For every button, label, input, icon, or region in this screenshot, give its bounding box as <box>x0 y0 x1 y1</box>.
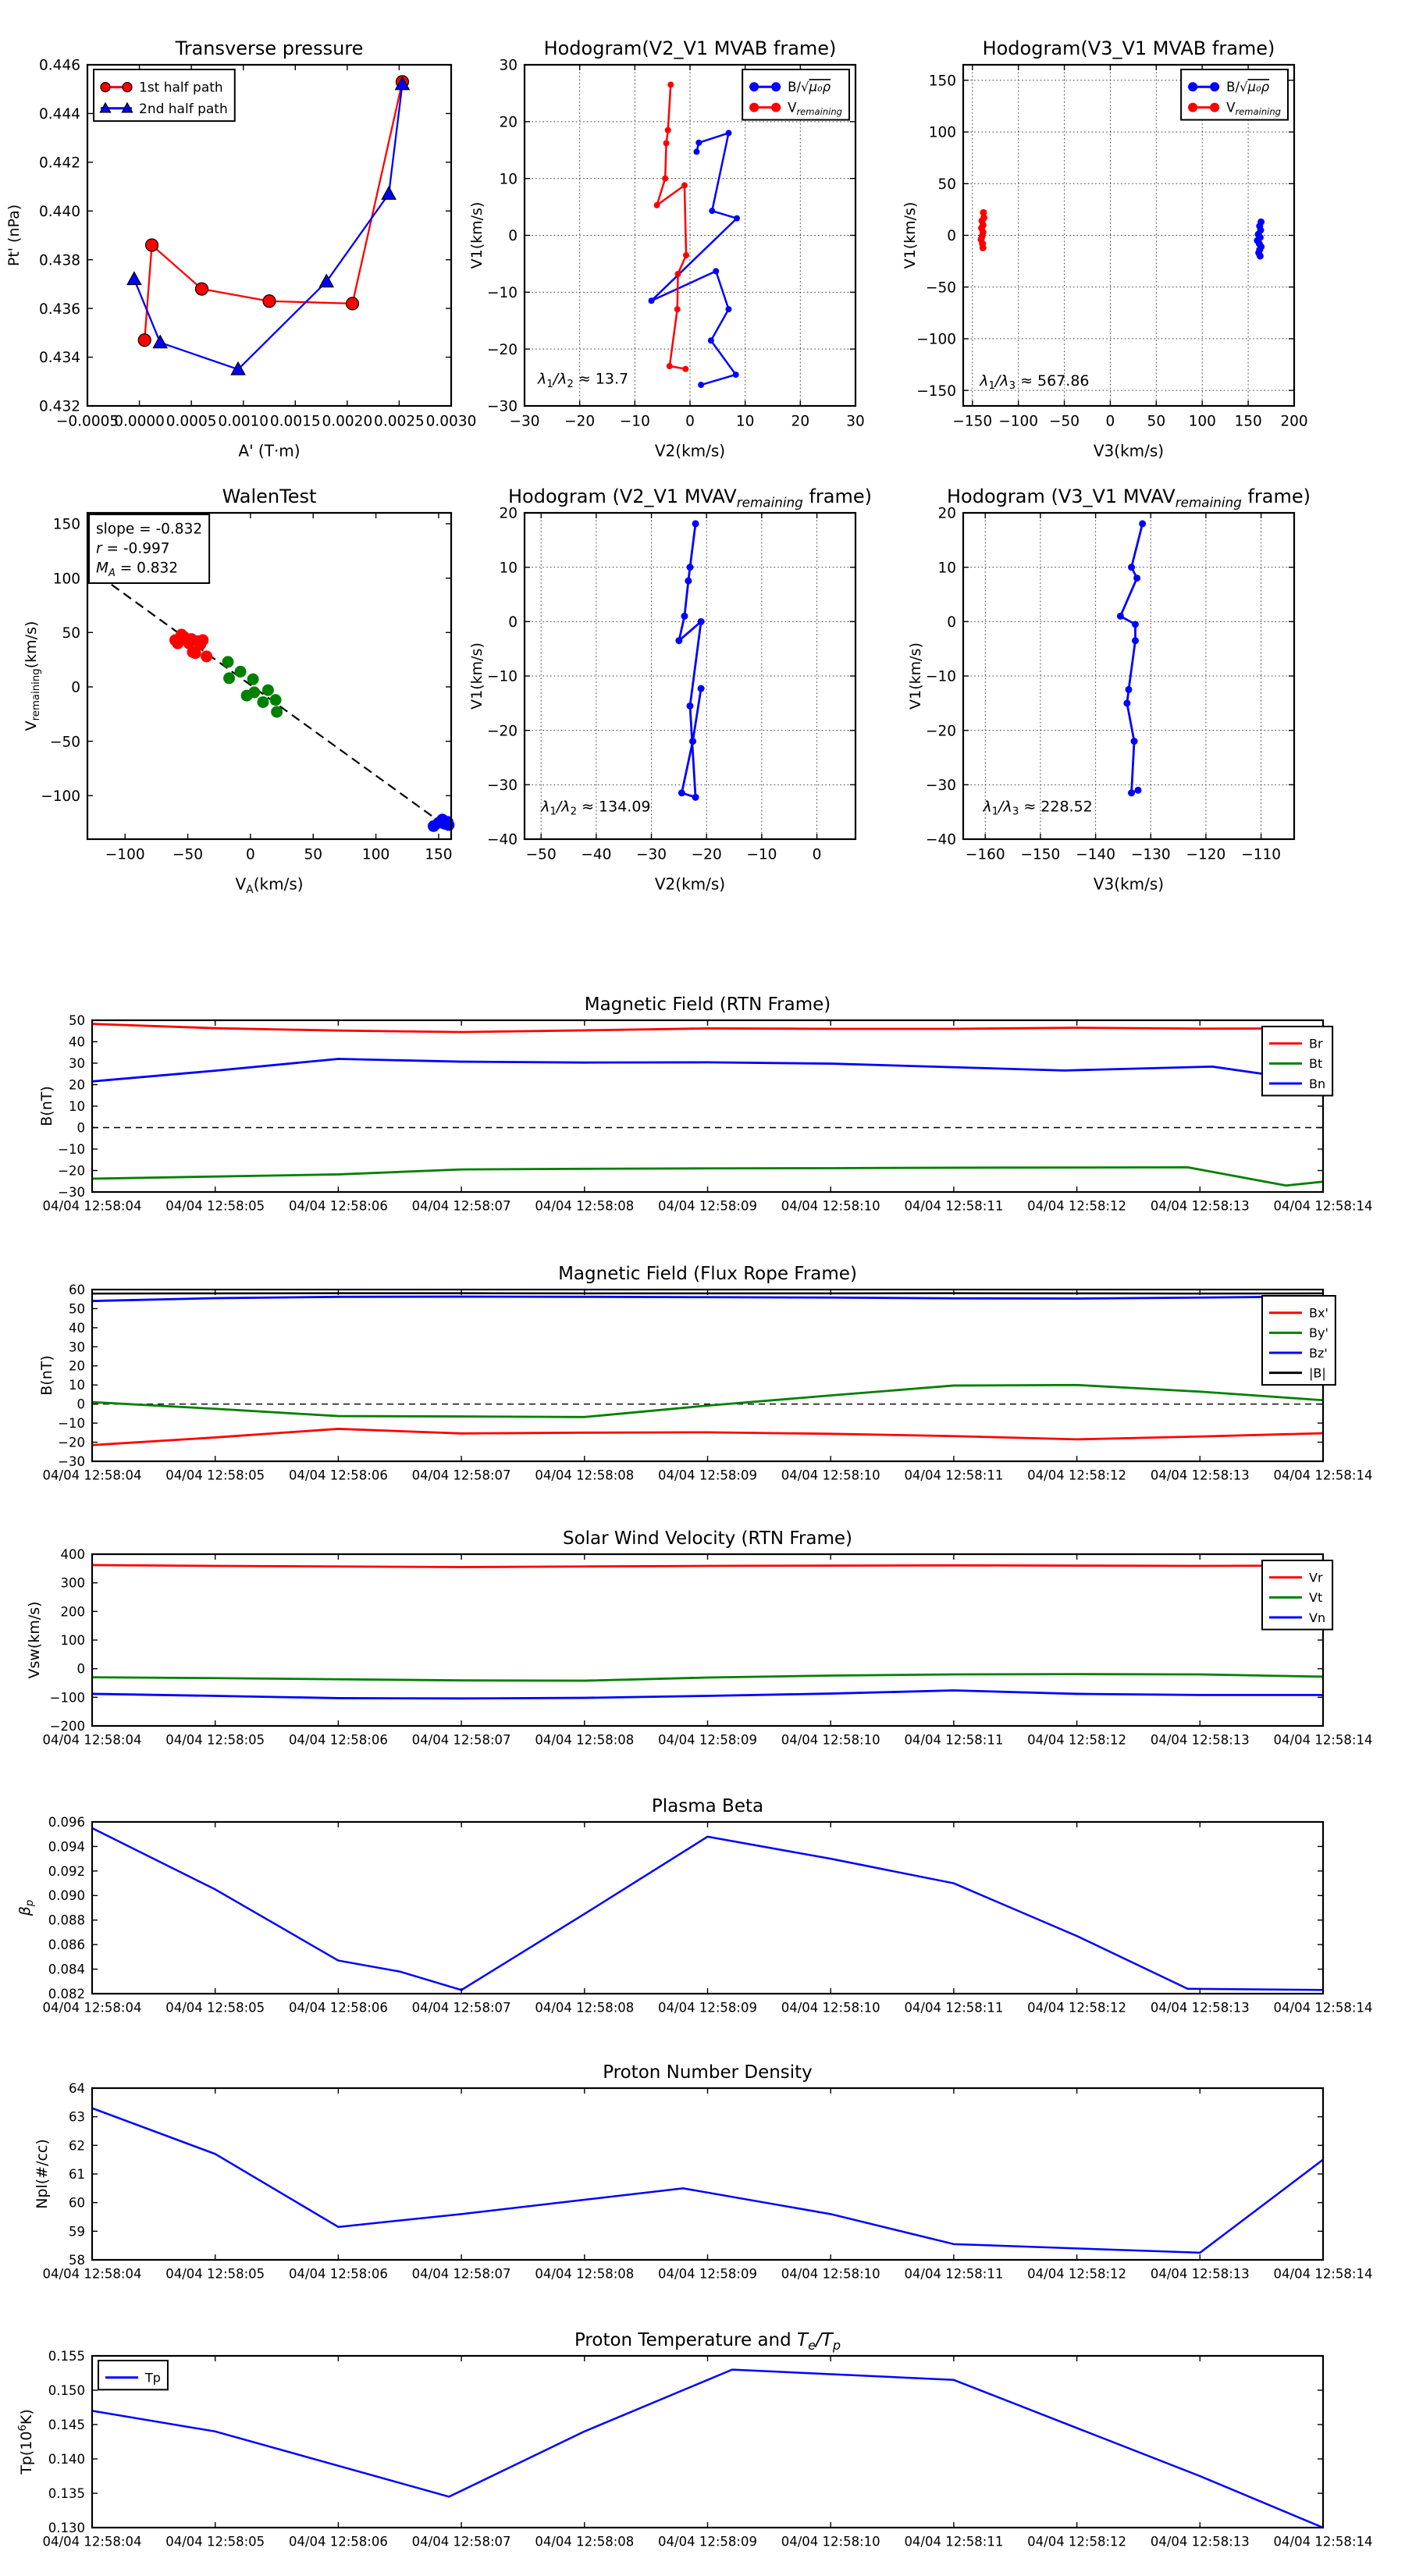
svg-text:04/04 12:58:14: 04/04 12:58:14 <box>1273 1468 1373 1483</box>
svg-text:−20: −20 <box>486 723 518 740</box>
svg-text:0.094: 0.094 <box>48 1839 85 1855</box>
svg-text:MA = 0.832: $M_A = 0.832$ <box>96 560 179 579</box>
svg-text:−10: −10 <box>746 846 777 863</box>
svg-text:04/04 12:58:12: 04/04 12:58:12 <box>1027 1732 1127 1748</box>
svg-text:−20: −20 <box>58 1163 85 1179</box>
svg-text:0.0005: 0.0005 <box>165 413 217 430</box>
svg-text:WalenTest: WalenTest <box>222 486 317 507</box>
svg-text:04/04 12:58:12: 04/04 12:58:12 <box>1027 1198 1127 1214</box>
svg-text:04/04 12:58:04: 04/04 12:58:04 <box>42 1732 142 1748</box>
chart-magnetic-field-flux-rope <box>38 1264 1373 1483</box>
svg-text:−100: −100 <box>916 331 956 348</box>
svg-text:0: 0 <box>71 679 80 696</box>
svg-text:04/04 12:58:05: 04/04 12:58:05 <box>165 2000 265 2016</box>
svg-text:50: 50 <box>1147 413 1166 430</box>
chart-walen-test <box>23 486 453 896</box>
svg-text:04/04 12:58:06: 04/04 12:58:06 <box>288 2266 388 2282</box>
svg-text:04/04 12:58:13: 04/04 12:58:13 <box>1150 2000 1250 2016</box>
svg-text:−30: −30 <box>486 777 518 794</box>
svg-text:63: 63 <box>69 2109 85 2125</box>
svg-text:λ1/λ2 ≈ 13.7: $\lambda_1/\lambda_2 \approx 13.7$ <box>537 370 629 390</box>
svg-text:04/04 12:58:11: 04/04 12:58:11 <box>904 2000 1004 2016</box>
svg-text:30: 30 <box>69 1340 85 1355</box>
svg-text:−100: −100 <box>41 788 80 805</box>
svg-text:−10: −10 <box>58 1141 85 1157</box>
svg-text:−50: −50 <box>525 846 557 863</box>
svg-text:Vn: Vn <box>1309 1610 1326 1625</box>
svg-text:0.0020: 0.0020 <box>322 413 373 430</box>
svg-text:−20: −20 <box>925 723 956 740</box>
svg-text:60: 60 <box>69 2195 85 2211</box>
svg-text:04/04 12:58:12: 04/04 12:58:12 <box>1027 2534 1127 2549</box>
svg-text:04/04 12:58:13: 04/04 12:58:13 <box>1150 1732 1250 1748</box>
svg-text:04/04 12:58:11: 04/04 12:58:11 <box>904 2534 1004 2549</box>
svg-text:Plasma Beta: Plasma Beta <box>651 1796 764 1816</box>
svg-text:V3(km/s): V3(km/s) <box>1093 874 1165 894</box>
svg-text:Transverse pressure: Transverse pressure <box>175 37 364 59</box>
svg-text:04/04 12:58:08: 04/04 12:58:08 <box>535 2534 635 2549</box>
svg-text:20: 20 <box>69 1358 85 1374</box>
svg-text:Pt' (nPa): Pt' (nPa) <box>5 204 23 267</box>
svg-text:04/04 12:58:10: 04/04 12:58:10 <box>781 1732 880 1748</box>
svg-text:V3(km/s): V3(km/s) <box>1093 441 1165 461</box>
svg-text:B/√μ₀ρ: B/√μ₀ρ <box>1226 80 1270 95</box>
svg-text:−10: −10 <box>619 413 650 430</box>
svg-text:10: 10 <box>69 1378 85 1393</box>
svg-text:04/04 12:58:07: 04/04 12:58:07 <box>411 2266 511 2282</box>
svg-text:20: 20 <box>791 413 810 430</box>
svg-text:04/04 12:58:14: 04/04 12:58:14 <box>1273 2000 1373 2016</box>
svg-text:04/04 12:58:12: 04/04 12:58:12 <box>1027 2266 1127 2282</box>
svg-text:0.432: 0.432 <box>39 398 80 415</box>
svg-text:100: 100 <box>60 1632 85 1648</box>
svg-text:04/04 12:58:04: 04/04 12:58:04 <box>42 2534 142 2549</box>
svg-text:04/04 12:58:08: 04/04 12:58:08 <box>535 1732 635 1748</box>
svg-text:04/04 12:58:10: 04/04 12:58:10 <box>781 2534 880 2549</box>
svg-text:0: 0 <box>76 1397 85 1412</box>
svg-text:−30: −30 <box>58 1453 85 1469</box>
svg-text:Magnetic Field (RTN Frame): Magnetic Field (RTN Frame) <box>584 994 831 1015</box>
svg-text:62: 62 <box>69 2138 85 2154</box>
svg-text:−10: −10 <box>486 284 518 301</box>
svg-text:40: 40 <box>69 1320 85 1336</box>
svg-text:50: 50 <box>69 1301 85 1317</box>
svg-text:04/04 12:58:05: 04/04 12:58:05 <box>165 1198 265 1214</box>
svg-text:0.155: 0.155 <box>48 2348 85 2364</box>
svg-text:B/√μ₀ρ: B/√μ₀ρ <box>788 80 831 95</box>
svg-text:100: 100 <box>1188 413 1216 430</box>
svg-text:04/04 12:58:13: 04/04 12:58:13 <box>1150 2534 1250 2549</box>
chart-magnetic-field-rtn <box>38 994 1373 1214</box>
svg-text:04/04 12:58:09: 04/04 12:58:09 <box>658 2000 757 2016</box>
svg-text:200: 200 <box>1280 413 1308 430</box>
chart-hodogram-v2v1-mvav <box>468 486 873 894</box>
svg-text:04/04 12:58:05: 04/04 12:58:05 <box>165 1468 265 1483</box>
svg-text:−50: −50 <box>925 279 956 297</box>
svg-text:04/04 12:58:09: 04/04 12:58:09 <box>658 1198 757 1214</box>
svg-text:50: 50 <box>937 176 956 193</box>
svg-text:04/04 12:58:14: 04/04 12:58:14 <box>1273 2266 1373 2282</box>
svg-text:Vsw(km/s): Vsw(km/s) <box>26 1601 43 1679</box>
svg-text:100: 100 <box>928 124 956 141</box>
svg-text:10: 10 <box>499 560 518 577</box>
svg-text:20: 20 <box>937 505 956 522</box>
svg-text:04/04 12:58:12: 04/04 12:58:12 <box>1027 1468 1127 1483</box>
svg-text:A' (T·m): A' (T·m) <box>238 441 301 461</box>
svg-text:V1(km/s): V1(km/s) <box>468 201 486 269</box>
svg-text:−150: −150 <box>952 413 993 430</box>
chart-hodogram-v2v1-mvab <box>468 37 865 461</box>
svg-text:04/04 12:58:06: 04/04 12:58:06 <box>288 1732 388 1748</box>
svg-text:04/04 12:58:06: 04/04 12:58:06 <box>288 2000 388 2016</box>
svg-text:04/04 12:58:04: 04/04 12:58:04 <box>42 2266 142 2282</box>
svg-text:04/04 12:58:04: 04/04 12:58:04 <box>42 1198 142 1214</box>
svg-text:20: 20 <box>499 505 518 522</box>
svg-text:2nd half path: 2nd half path <box>139 101 228 117</box>
svg-text:Hodogram(V2_V1 MVAB frame): Hodogram(V2_V1 MVAB frame) <box>543 37 837 59</box>
svg-text:V1(km/s): V1(km/s) <box>907 642 924 710</box>
svg-text:0: 0 <box>246 846 255 863</box>
svg-text:40: 40 <box>69 1034 85 1050</box>
svg-text:Tp(106K): $Tp(10^6K)$ <box>16 2409 35 2475</box>
svg-text:V2(km/s): V2(km/s) <box>654 874 726 894</box>
chart-proton-number-density <box>34 2062 1373 2282</box>
svg-text:58: 58 <box>69 2252 85 2268</box>
svg-text:slope = -0.832: slope = -0.832 <box>96 521 203 538</box>
svg-text:04/04 12:58:11: 04/04 12:58:11 <box>904 1468 1004 1483</box>
svg-text:0: 0 <box>812 846 822 863</box>
svg-text:0.436: 0.436 <box>39 301 80 318</box>
svg-text:150: 150 <box>425 846 453 863</box>
svg-text:150: 150 <box>1234 413 1262 430</box>
svg-text:−10: −10 <box>58 1416 85 1432</box>
svg-text:−30: −30 <box>636 846 667 863</box>
svg-text:−20: −20 <box>564 413 596 430</box>
svg-text:300: 300 <box>60 1575 85 1591</box>
svg-text:0.440: 0.440 <box>39 203 80 220</box>
chart-proton-temperature <box>16 2330 1373 2549</box>
svg-text:r = -0.997: r = -0.997 <box>96 540 170 557</box>
svg-text:04/04 12:58:07: 04/04 12:58:07 <box>411 1468 511 1483</box>
svg-text:04/04 12:58:09: 04/04 12:58:09 <box>658 1468 757 1483</box>
svg-text:−50: −50 <box>173 846 204 863</box>
svg-text:−160: −160 <box>965 846 1005 863</box>
svg-text:Npl(#/cc): Npl(#/cc) <box>34 2139 51 2209</box>
svg-text:0: 0 <box>76 1120 85 1136</box>
svg-text:20: 20 <box>69 1077 85 1093</box>
svg-text:150: 150 <box>928 73 956 90</box>
svg-text:04/04 12:58:08: 04/04 12:58:08 <box>535 1198 635 1214</box>
svg-text:Magnetic Field (Flux Rope Fram: Magnetic Field (Flux Rope Frame) <box>558 1264 857 1284</box>
svg-text:Vr: Vr <box>1309 1570 1323 1585</box>
svg-text:−140: −140 <box>1076 846 1116 863</box>
svg-text:0.0030: 0.0030 <box>425 413 477 430</box>
svg-text:0: 0 <box>1105 413 1115 430</box>
svg-text:04/04 12:58:07: 04/04 12:58:07 <box>411 2000 511 2016</box>
svg-text:60: 60 <box>69 1282 85 1297</box>
svg-text:30: 30 <box>69 1055 85 1071</box>
svg-text:0.442: 0.442 <box>39 155 80 172</box>
svg-text:Vremaining: $V_{remaining}$ <box>788 100 842 118</box>
svg-text:−0.0005: −0.0005 <box>55 413 119 430</box>
svg-text:−150: −150 <box>916 382 956 400</box>
svg-text:0.444: 0.444 <box>39 106 80 123</box>
svg-text:1st half path: 1st half path <box>139 80 223 96</box>
svg-text:04/04 12:58:05: 04/04 12:58:05 <box>165 1732 265 1748</box>
svg-text:−20: −20 <box>58 1435 85 1450</box>
svg-text:0: 0 <box>947 228 956 245</box>
svg-text:0.086: 0.086 <box>48 1937 85 1953</box>
svg-text:Bn: Bn <box>1309 1076 1326 1091</box>
svg-text:VA(km/s): $V_A(km/s)$ <box>235 874 304 896</box>
svg-text:B(nT): B(nT) <box>38 1086 55 1126</box>
svg-text:04/04 12:58:14: 04/04 12:58:14 <box>1273 1198 1373 1214</box>
svg-text:04/04 12:58:13: 04/04 12:58:13 <box>1150 2266 1250 2282</box>
svg-text:−50: −50 <box>49 734 80 751</box>
chart-hodogram-v3v1-mvab <box>902 37 1308 461</box>
svg-text:0.145: 0.145 <box>48 2417 85 2432</box>
svg-text:−120: −120 <box>1186 846 1226 863</box>
chart-solar-wind-velocity <box>26 1528 1373 1748</box>
svg-text:04/04 12:58:07: 04/04 12:58:07 <box>411 1732 511 1748</box>
svg-text:10: 10 <box>499 171 518 188</box>
svg-text:04/04 12:58:10: 04/04 12:58:10 <box>781 1468 880 1483</box>
svg-text:−10: −10 <box>486 668 518 685</box>
svg-text:−30: −30 <box>509 413 540 430</box>
svg-text:λ1/λ3 ≈ 567.86: $\lambda_1/\lambda_3 \approx 567.86$ <box>980 372 1090 392</box>
svg-text:04/04 12:58:05: 04/04 12:58:05 <box>165 2534 265 2549</box>
svg-text:04/04 12:58:09: 04/04 12:58:09 <box>658 2266 757 2282</box>
svg-text:04/04 12:58:06: 04/04 12:58:06 <box>288 1198 388 1214</box>
svg-text:04/04 12:58:10: 04/04 12:58:10 <box>781 2266 880 2282</box>
svg-text:10: 10 <box>69 1098 85 1114</box>
svg-text:100: 100 <box>361 846 390 863</box>
svg-text:61: 61 <box>69 2166 85 2182</box>
svg-text:0.150: 0.150 <box>48 2382 85 2398</box>
svg-text:04/04 12:58:06: 04/04 12:58:06 <box>288 2534 388 2549</box>
svg-text:04/04 12:58:05: 04/04 12:58:05 <box>165 2266 265 2282</box>
svg-text:0.092: 0.092 <box>48 1863 85 1879</box>
svg-text:−30: −30 <box>486 398 518 415</box>
svg-text:|B|: |B| <box>1309 1365 1326 1381</box>
svg-text:0.096: 0.096 <box>48 1814 85 1830</box>
svg-text:−40: −40 <box>581 846 612 863</box>
svg-text:04/04 12:58:06: 04/04 12:58:06 <box>288 1468 388 1483</box>
svg-text:04/04 12:58:07: 04/04 12:58:07 <box>411 2534 511 2549</box>
svg-text:−110: −110 <box>1241 846 1282 863</box>
svg-text:04/04 12:58:09: 04/04 12:58:09 <box>658 1732 757 1748</box>
svg-text:04/04 12:58:07: 04/04 12:58:07 <box>411 1198 511 1214</box>
svg-text:10: 10 <box>735 413 755 430</box>
svg-text:50: 50 <box>62 624 80 642</box>
svg-text:59: 59 <box>69 2224 85 2240</box>
svg-text:Vremaining: $V_{remaining}$ <box>1226 100 1281 118</box>
svg-text:0.446: 0.446 <box>39 57 80 74</box>
svg-text:V2(km/s): V2(km/s) <box>654 441 726 461</box>
svg-text:0: 0 <box>508 614 518 631</box>
svg-text:Solar Wind Velocity (RTN Frame: Solar Wind Velocity (RTN Frame) <box>562 1528 853 1549</box>
svg-text:−40: −40 <box>925 831 956 849</box>
svg-text:50: 50 <box>304 846 323 863</box>
svg-text:Vt: Vt <box>1309 1590 1323 1606</box>
svg-text:Vremaining(km/s): $V_{remaining}(km/s)$ <box>23 621 43 731</box>
svg-text:−30: −30 <box>925 777 956 794</box>
svg-text:−10: −10 <box>925 668 956 685</box>
svg-text:0.0010: 0.0010 <box>218 413 269 430</box>
svg-text:Bt: Bt <box>1309 1056 1323 1072</box>
svg-text:10: 10 <box>937 560 956 577</box>
svg-text:−100: −100 <box>998 413 1039 430</box>
svg-text:Hodogram(V3_V1 MVAB frame): Hodogram(V3_V1 MVAB frame) <box>982 37 1275 59</box>
svg-text:0.140: 0.140 <box>48 2451 85 2467</box>
svg-text:V1(km/s): V1(km/s) <box>468 642 486 710</box>
svg-text:400: 400 <box>60 1546 85 1562</box>
svg-text:0.090: 0.090 <box>48 1888 85 1904</box>
svg-text:Hodogram (V2_V1 MVAVremaining: Hodogram (V2_V1 $MVAV_{remaining}$ frame) <box>507 486 873 511</box>
svg-text:0.084: 0.084 <box>48 1962 85 1977</box>
svg-text:0.438: 0.438 <box>39 252 80 269</box>
svg-text:04/04 12:58:08: 04/04 12:58:08 <box>535 2000 635 2016</box>
svg-text:200: 200 <box>60 1604 85 1620</box>
svg-text:0.082: 0.082 <box>48 1986 85 2001</box>
svg-text:−100: −100 <box>49 1690 85 1706</box>
svg-text:04/04 12:58:13: 04/04 12:58:13 <box>1150 1198 1250 1214</box>
svg-text:04/04 12:58:04: 04/04 12:58:04 <box>42 1468 142 1483</box>
svg-text:0.0015: 0.0015 <box>269 413 321 430</box>
svg-text:0: 0 <box>947 614 956 631</box>
svg-text:−20: −20 <box>691 846 722 863</box>
svg-text:βp: $\beta_p$ <box>16 1899 37 1916</box>
svg-text:λ1/λ3 ≈ 228.52: $\lambda_1/\lambda_3 \approx 228.52$ <box>983 798 1093 818</box>
svg-text:0: 0 <box>76 1661 85 1677</box>
svg-text:0.434: 0.434 <box>39 350 80 367</box>
svg-text:Bx': Bx' <box>1309 1305 1329 1321</box>
svg-text:04/04 12:58:08: 04/04 12:58:08 <box>535 1468 635 1483</box>
svg-text:−30: −30 <box>58 1184 85 1200</box>
svg-text:λ1/λ2 ≈ 134.09: $\lambda_1/\lambda_2 \approx 134.09$ <box>541 798 651 818</box>
svg-text:−50: −50 <box>1049 413 1080 430</box>
svg-text:04/04 12:58:10: 04/04 12:58:10 <box>781 1198 880 1214</box>
svg-text:30: 30 <box>499 57 518 74</box>
svg-text:Bz': Bz' <box>1309 1345 1328 1361</box>
svg-text:30: 30 <box>846 413 865 430</box>
chart-plasma-beta <box>16 1796 1373 2016</box>
svg-text:0: 0 <box>685 413 695 430</box>
svg-text:−200: −200 <box>49 1718 85 1734</box>
svg-text:Proton Number Density: Proton Number Density <box>603 2062 813 2083</box>
svg-text:64: 64 <box>69 2080 85 2096</box>
svg-text:20: 20 <box>499 114 518 131</box>
chart-hodogram-v3v1-mvav <box>907 486 1311 894</box>
svg-text:04/04 12:58:14: 04/04 12:58:14 <box>1273 1732 1373 1748</box>
svg-text:−20: −20 <box>486 341 518 358</box>
svg-text:04/04 12:58:11: 04/04 12:58:11 <box>904 2266 1004 2282</box>
svg-text:0: 0 <box>508 228 518 245</box>
svg-text:0.135: 0.135 <box>48 2485 85 2501</box>
svg-text:04/04 12:58:08: 04/04 12:58:08 <box>535 2266 635 2282</box>
svg-text:0.088: 0.088 <box>48 1912 85 1928</box>
svg-text:Br: Br <box>1309 1036 1323 1051</box>
svg-text:04/04 12:58:04: 04/04 12:58:04 <box>42 2000 142 2016</box>
svg-text:150: 150 <box>52 516 80 533</box>
svg-text:100: 100 <box>52 571 80 588</box>
svg-text:04/04 12:58:13: 04/04 12:58:13 <box>1150 1468 1250 1483</box>
svg-text:50: 50 <box>69 1012 85 1028</box>
svg-text:Proton Temperature and Te/Tp: Proton Temperature and $T_e/T_p$ <box>574 2330 841 2354</box>
svg-text:04/04 12:58:11: 04/04 12:58:11 <box>904 1198 1004 1214</box>
svg-text:0.0025: 0.0025 <box>374 413 425 430</box>
svg-text:−130: −130 <box>1130 846 1171 863</box>
svg-text:0.130: 0.130 <box>48 2520 85 2535</box>
svg-text:−40: −40 <box>486 831 518 849</box>
svg-text:04/04 12:58:14: 04/04 12:58:14 <box>1273 2534 1373 2549</box>
svg-text:04/04 12:58:09: 04/04 12:58:09 <box>658 2534 757 2549</box>
svg-text:V1(km/s): V1(km/s) <box>902 201 919 269</box>
svg-text:Hodogram (V3_V1 MVAVremaining: Hodogram (V3_V1 $MVAV_{remaining}$ frame) <box>946 486 1311 511</box>
svg-text:By': By' <box>1309 1325 1329 1341</box>
svg-text:B(nT): B(nT) <box>38 1355 55 1396</box>
svg-text:−100: −100 <box>105 846 145 863</box>
svg-text:04/04 12:58:11: 04/04 12:58:11 <box>904 1732 1004 1748</box>
svg-text:04/04 12:58:12: 04/04 12:58:12 <box>1027 2000 1127 2016</box>
svg-text:04/04 12:58:10: 04/04 12:58:10 <box>781 2000 880 2016</box>
svg-text:−150: −150 <box>1020 846 1061 863</box>
svg-text:Tp: Tp <box>145 2370 161 2386</box>
svg-text:0.0000: 0.0000 <box>114 413 165 430</box>
